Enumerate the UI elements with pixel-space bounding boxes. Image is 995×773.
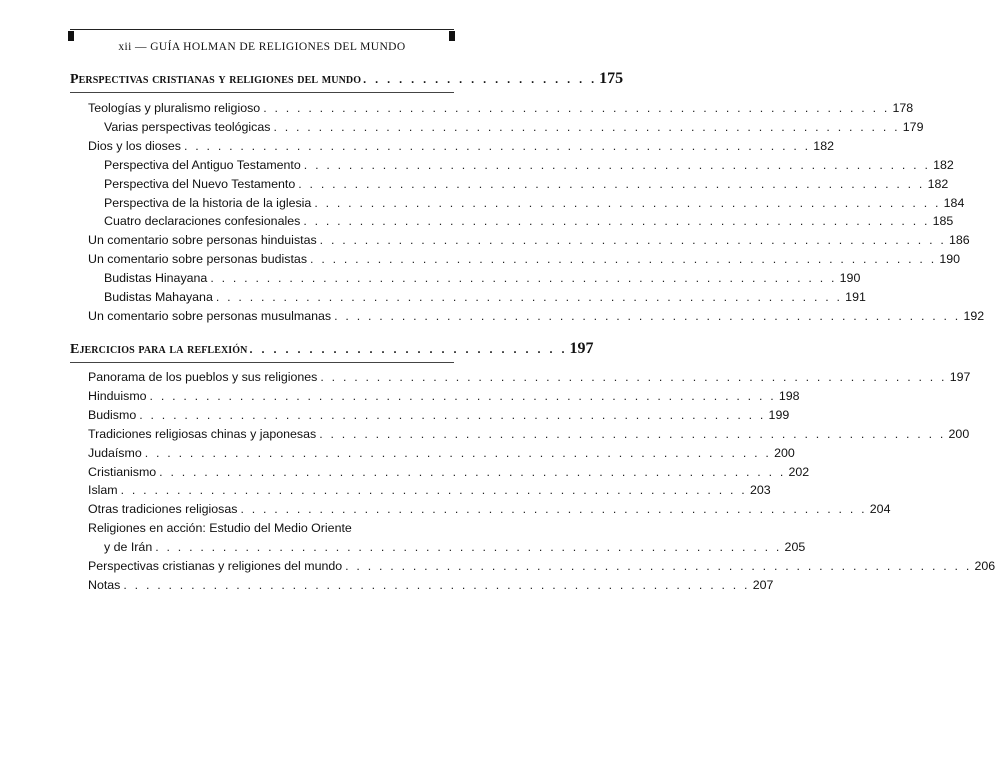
toc-entry[interactable] [88,464,810,483]
toc-entry[interactable] [88,101,914,119]
toc-entry-label: Budistas Hinayana [104,271,208,286]
crop-mark-right [449,31,455,41]
toc-entry-label: Otras tradiciones religiosas [88,502,238,517]
toc-entry[interactable] [104,214,954,232]
dot-leader: . . . . . . . . . . . . . . . . . . . . . . . . . . . . . . . . . . . . . . . . . . . . . . . . . . . . . . . . [310,252,937,267]
toc-entry-page: 185 [932,214,954,229]
section-heading[interactable] [70,340,594,358]
toc-entry-label: Varias perspectivas teológicas [104,119,271,134]
toc-entry[interactable] [88,577,774,596]
toc-entry-label: Hinduismo [88,388,147,403]
toc-entry-label: y de Irán [104,540,153,555]
toc-entry-label: Cristianismo [88,464,157,479]
dot-leader: . . . . . . . . . . . . . . . . . . . . . . . . . . . . . . . . . . . . . . . . . . . . . . . . . . . . . . . . [334,308,961,323]
toc-entry-page: 202 [788,464,810,479]
toc-entry-page: 200 [948,426,970,441]
dot-leader: . . . . . . . . . . . . . . . . . . . . . . . . . . . . . . . . . . . . . . . . . . . . . . . . . . . . . . . . [240,502,867,517]
toc-entry-label: Un comentario sobre personas hinduistas [88,233,317,248]
toc-entry-page: 197 [949,370,971,384]
section-page: 197 [569,340,594,357]
dot-leader: . . . . . . . . . . . . . . . . . . . . [363,72,598,86]
toc-entry-label: Tradiciones religiosas chinas y japonesas [88,426,317,441]
toc-entry-label: Notas [88,577,121,592]
dot-leader: . . . . . . . . . . . . . . . . . . . . . . . . . . . . . . . . . . . . . . . . . . . . . . . . . . . . . . . . [149,388,776,403]
toc-entry-label: Budismo [88,407,137,422]
toc-entry[interactable] [104,119,924,138]
toc-entry-page: 182 [933,157,954,172]
section-heading[interactable] [70,70,624,88]
toc-entry-label: Teologías y pluralismo religioso [88,101,261,115]
toc-entry[interactable] [88,388,800,407]
section-page: 175 [599,70,624,87]
dot-leader: . . . . . . . . . . . . . . . . . . . . . . . . . . . . . . . . . . . . . . . . . . . . . . . . . . . . . . . . [303,157,931,172]
toc-entry-page: 191 [845,290,866,304]
toc-entry[interactable] [88,252,961,270]
dot-leader: . . . . . . . . . . . . . . . . . . . . . . . . . . . . . . . . . . . . . . . . . . . . . . . . . . . . . . . . [155,540,782,555]
toc-entry[interactable] [88,370,971,388]
toc-entry-label: Cuatro declaraciones confesionales [104,214,301,229]
toc-entry-page: 199 [768,407,790,422]
section-title: Ejercicios para la reflexión [70,342,248,357]
toc-entry[interactable] [88,445,795,464]
toc-entry-page: 190 [839,271,861,286]
section-title: Perspectivas cristianas y religiones del mundo [70,72,362,87]
toc-entry-label: Perspectiva del Nuevo Testamento [104,176,296,191]
toc-entry-page: 204 [869,502,891,517]
toc-entry[interactable] [88,233,970,251]
toc-entry[interactable] [88,308,985,327]
crop-mark-left [68,31,74,41]
toc-entry-label: Un comentario sobre personas musulmanas [88,308,332,323]
toc-entry-label: Judaísmo [88,445,142,460]
toc-entry[interactable] [104,540,806,558]
dot-leader: . . . . . . . . . . . . . . . . . . . . . . . . . . . . . . . . . . . . . . . . . . . . . . . . . . . . . . . . [273,119,900,134]
toc-entry-page: 184 [943,195,965,210]
toc-entry-label: Dios y los dioses [88,138,181,153]
dot-leader: . . . . . . . . . . . . . . . . . . . . . . . . . . . . . . . . . . . . . . . . . . . . . . . . . . . . . . . . [210,271,837,286]
dot-leader: . . . . . . . . . . . . . . . . . . . . . . . . . . . . . . . . . . . . . . . . . . . . . . . . . . . . . . . . [139,407,766,422]
toc-entry[interactable] [88,138,834,157]
toc-entry-page: 198 [778,388,800,403]
section-rule [70,362,454,363]
toc-entry-page: 178 [892,101,914,115]
toc-entry[interactable] [104,176,949,195]
dot-leader: . . . . . . . . . . . . . . . . . . . . . . . . . . . . . . . . . . . . . . . . . . . . . . . . . . . . . . . . [320,370,947,384]
toc-entry-page: 205 [784,540,806,555]
toc-entry[interactable] [88,483,771,501]
dot-leader: . . . . . . . . . . . . . . . . . . . . . . . . . . . . . . . . . . . . . . . . . . . . . . . . . . . . . . . . [123,577,750,592]
toc-entry-line [88,521,454,539]
toc-entry-page: 200 [774,445,795,460]
toc-entry[interactable] [104,290,866,308]
dot-leader: . . . . . . . . . . . . . . . . . . . . . . . . . . . . . . . . . . . . . . . . . . . . . . . . . . . . . . . . [319,426,946,441]
header-rule [70,29,454,30]
dot-leader: . . . . . . . . . . . . . . . . . . . . . . . . . . . [249,342,568,356]
dot-leader: . . . . . . . . . . . . . . . . . . . . . . . . . . . . . . . . . . . . . . . . . . . . . . . . . . . . . . . . [215,290,843,304]
toc-entry-label: Perspectivas cristianas y religiones del mundo [88,559,343,573]
dot-leader: . . . . . . . . . . . . . . . . . . . . . . . . . . . . . . . . . . . . . . . . . . . . . . . . . . . . . . . . [345,559,972,573]
section-rule [70,92,454,93]
toc-entry-label: Panorama de los pueblos y sus religiones [88,370,318,384]
dot-leader: . . . . . . . . . . . . . . . . . . . . . . . . . . . . . . . . . . . . . . . . . . . . . . . . . . . . . . . . [263,101,890,115]
dot-leader: . . . . . . . . . . . . . . . . . . . . . . . . . . . . . . . . . . . . . . . . . . . . . . . . . . . . . . . . [298,176,925,191]
toc-entry-page: 206 [974,559,995,573]
toc-entry-label: Perspectiva de la historia de la iglesia [104,195,312,210]
toc-entry-page: 182 [813,138,834,153]
dot-leader: . . . . . . . . . . . . . . . . . . . . . . . . . . . . . . . . . . . . . . . . . . . . . . . . . . . . . . . . [314,195,941,210]
dot-leader: . . . . . . . . . . . . . . . . . . . . . . . . . . . . . . . . . . . . . . . . . . . . . . . . . . . . . . . . [120,483,747,498]
toc-entry[interactable] [88,502,891,520]
toc-entry[interactable] [104,195,965,214]
toc-entry-label: Perspectiva del Antiguo Testamento [104,157,301,172]
toc-entry-page: 207 [752,577,774,592]
toc-entry[interactable] [88,407,790,426]
toc-entry-page: 179 [902,119,924,134]
toc-entry-page: 182 [927,176,949,191]
toc-entry[interactable] [104,271,861,289]
running-head: xii — GUÍA HOLMAN DE RELIGIONES DEL MUNDO [118,41,406,53]
toc-entry-page: 192 [963,308,985,323]
toc-entry-label: Religiones en acción: Estudio del Medio Oriente [88,521,352,536]
toc-entry-page: 190 [939,252,961,267]
dot-leader: . . . . . . . . . . . . . . . . . . . . . . . . . . . . . . . . . . . . . . . . . . . . . . . . . . . . . . . . [183,138,811,153]
dot-leader: . . . . . . . . . . . . . . . . . . . . . . . . . . . . . . . . . . . . . . . . . . . . . . . . . . . . . . . . [144,445,772,460]
dot-leader: . . . . . . . . . . . . . . . . . . . . . . . . . . . . . . . . . . . . . . . . . . . . . . . . . . . . . . . . [303,214,930,229]
dot-leader: . . . . . . . . . . . . . . . . . . . . . . . . . . . . . . . . . . . . . . . . . . . . . . . . . . . . . . . . [159,464,786,479]
toc-entry-page: 186 [949,233,970,248]
dot-leader: . . . . . . . . . . . . . . . . . . . . . . . . . . . . . . . . . . . . . . . . . . . . . . . . . . . . . . . . [319,233,946,248]
toc-entry[interactable] [88,559,995,577]
toc-entry-label: Un comentario sobre personas budistas [88,252,308,267]
toc-entry[interactable] [104,157,954,176]
toc-entry-label: Budistas Mahayana [104,290,213,304]
toc-entry[interactable] [88,426,970,445]
toc-entry-label: Islam [88,483,118,498]
toc-entry-page: 203 [749,483,771,498]
